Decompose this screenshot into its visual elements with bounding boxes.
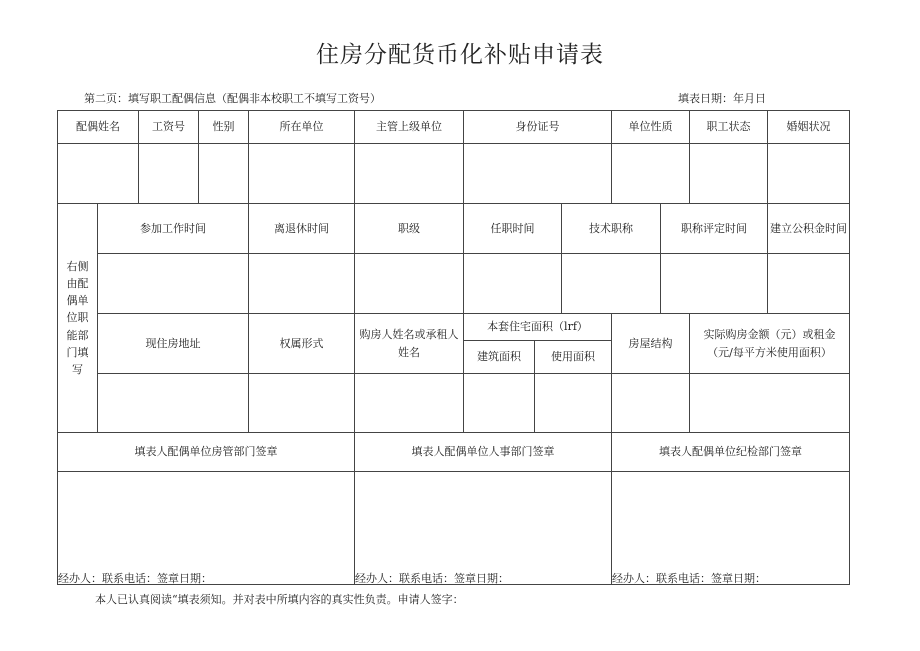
input-rank[interactable] [354,253,464,314]
sign-area-hr[interactable] [354,471,612,585]
header-structure: 房屋结构 [611,313,690,374]
input-fund-date[interactable] [767,253,850,314]
input-gender[interactable] [198,143,249,204]
header-supervisor-unit: 主管上级单位 [354,110,464,144]
input-title-date[interactable] [660,253,768,314]
sign-area-discipline[interactable] [611,471,850,585]
header-spouse-name: 配偶姓名 [57,110,139,144]
input-tech-title[interactable] [561,253,661,314]
sign-header-housing: 填表人配偶单位房管部门签章 [57,432,355,472]
header-fund-date: 建立公积金时间 [767,203,850,254]
input-amount[interactable] [689,373,850,433]
input-buyer-name[interactable] [354,373,464,433]
header-amount: 实际购房金额（元）或租金（元/每平方米使用面积） [689,313,850,374]
input-retirement[interactable] [248,253,355,314]
input-work-start[interactable] [97,253,249,314]
form-title: 住房分配货币化补贴申请表 [316,42,604,68]
sign-header-discipline: 填表人配偶单位纪检部门签章 [611,432,850,472]
sign-footer-discipline: 经办人：联系电话：签章日期： [612,572,766,585]
header-employee-status: 职工状态 [689,110,768,144]
input-structure[interactable] [611,373,690,433]
header-buyer-name: 购房人姓名或承租人姓名 [354,313,464,374]
sign-area-housing[interactable] [57,471,355,585]
header-id-number: 身份证号 [463,110,612,144]
fill-date: 填表日期：年月日 [678,92,766,105]
input-appointment-time[interactable] [463,253,562,314]
input-ownership[interactable] [248,373,355,433]
header-salary-no: 工资号 [138,110,199,144]
header-marital-status: 婚姻状况 [767,110,850,144]
header-appointment-time: 任职时间 [463,203,562,254]
header-use-area: 使用面积 [534,340,612,374]
header-gender: 性别 [198,110,249,144]
header-address: 现住房地址 [97,313,249,374]
header-unit-type: 单位性质 [611,110,690,144]
input-unit-type[interactable] [611,143,690,204]
header-retirement: 离退休时间 [248,203,355,254]
header-unit: 所在单位 [248,110,355,144]
header-area: 本套住宅面积（lrf） [463,313,612,341]
header-rank: 职级 [354,203,464,254]
header-tech-title: 技术职称 [561,203,661,254]
form-subtitle: 第二页：填写职工配偶信息（配偶非本校职工不填写工资号） [84,92,381,105]
sign-footer-housing: 经办人：联系电话：签章日期： [58,572,212,585]
side-label: 右侧由配偶单位职能部门填写 [57,203,98,433]
input-use-area[interactable] [534,373,612,433]
input-salary-no[interactable] [138,143,199,204]
header-ownership: 权属形式 [248,313,355,374]
input-employee-status[interactable] [689,143,768,204]
header-work-start: 参加工作时间 [97,203,249,254]
sign-header-hr: 填表人配偶单位人事部门签章 [354,432,612,472]
input-supervisor-unit[interactable] [354,143,464,204]
input-build-area[interactable] [463,373,535,433]
sign-footer-hr: 经办人：联系电话：签章日期： [355,572,509,585]
input-marital-status[interactable] [767,143,850,204]
header-title-date: 职称评定时间 [660,203,768,254]
declaration-note: 本人已认真阅读“填表须知。并对表中所填内容的真实性负责。申请人签字： [95,593,464,606]
input-unit[interactable] [248,143,355,204]
input-address[interactable] [97,373,249,433]
input-id-number[interactable] [463,143,612,204]
input-spouse-name[interactable] [57,143,139,204]
header-build-area: 建筑面积 [463,340,535,374]
